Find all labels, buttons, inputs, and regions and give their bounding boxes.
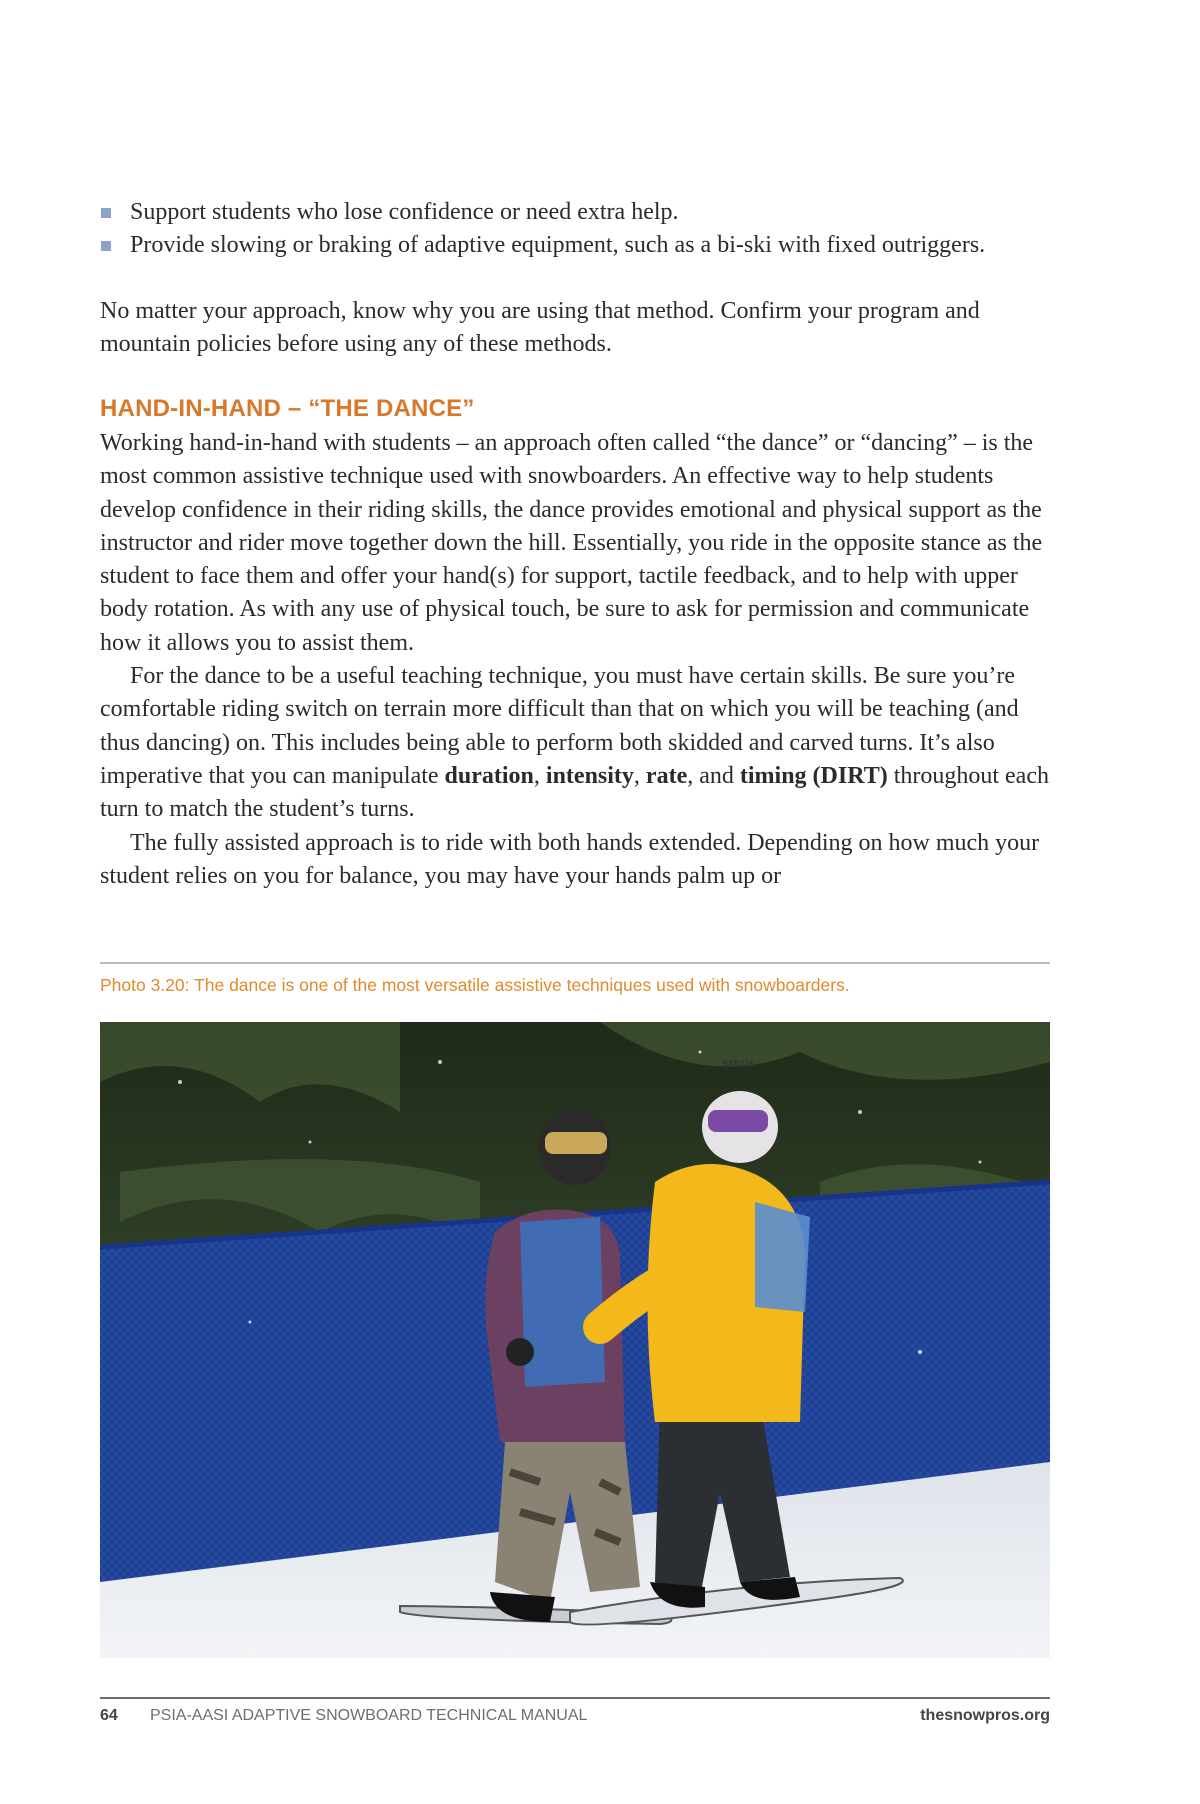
term-timing: timing (DIRT) [739,762,888,789]
intro-paragraph: No matter your approach, know why you are using that method. Confirm your program and mountain policies before using any of these methods. [100,298,980,358]
separator: , [533,762,546,789]
body-text [100,427,1050,893]
section-heading: HAND-IN-HAND – “THE DANCE” [100,395,475,422]
photo-illustration [100,1022,1050,1658]
separator: , [633,762,646,789]
manual-title: PSIA-AASI ADAPTIVE SNOWBOARD TECHNICAL MANUAL [150,1707,588,1724]
bullet-text: Support students who lose confidence or need extra help. [130,199,679,225]
paragraph-3: The fully assisted approach is to ride with both hands extended. Depending on how much your student relies on you for balance, you may have your hands palm up or [100,829,1040,889]
bullet-item [100,229,1050,262]
paragraph-2-end: throughout each turn to match the student’s turns. [100,762,1049,823]
term-intensity: intensity [545,762,634,789]
square-bullet-icon [101,208,111,218]
helmet-brand: SMITH [722,1059,754,1070]
caption-rule [100,962,1050,964]
page-number: 64 [100,1707,118,1724]
bullet-list [100,196,1050,262]
bullet-item [100,196,1050,229]
square-bullet-icon [101,241,111,251]
website-link[interactable]: thesnowpros.org [920,1707,1050,1724]
term-duration: duration [444,762,534,789]
photo-snowboard-dance [100,1022,1050,1658]
paragraph-2 [100,660,1050,826]
page-footer [100,1707,1050,1731]
paragraph-2-text: For the dance to be a useful teaching technique, you must have certain skills. Be sure you’re comfortable riding switch on terrain more difficult than that on which you will be teaching (and thus dancing) on. This includes being able to perform both skidded and carved turns. It’s also imperative that you can manipulate [100,663,1019,789]
bullet-text: Provide slowing or braking of adaptive equipment, such as a bi-ski with fixed outriggers. [130,232,986,258]
paragraph-1: Working hand-in-hand with students – an approach often called “the dance” or “dancing” – is the most common assistive technique used with snowboarders. An effective way to help students develop confidence in their riding skills, the dance provides emotional and physical support as the instructor and rider move together down the hill. Essentially, you ride in the opposite stance as the student to face them and offer your hand(s) for support, tactile feedback, and to help with upper body rotation. As with any use of physical touch, be sure to ask for permission and communicate how it allows you to assist them. [100,430,1043,656]
separator: , and [687,762,740,789]
term-rate: rate [645,762,688,789]
photo-caption: Photo 3.20: The dance is one of the most versatile assistive techniques used with snowboarders. [100,975,850,995]
footer-rule [100,1697,1050,1699]
